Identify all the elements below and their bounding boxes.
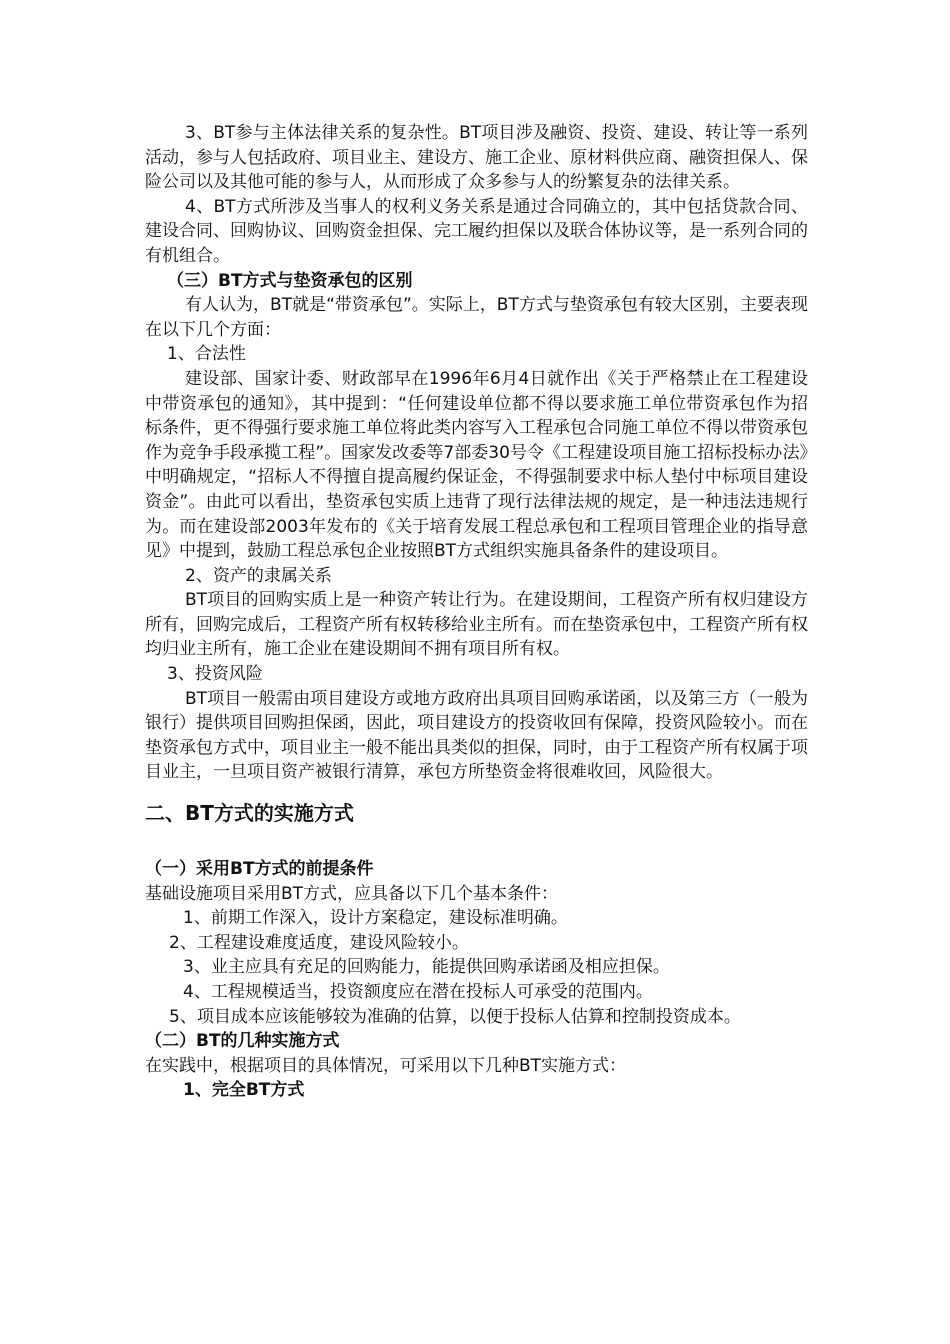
condition-item-3: 3、业主应具有充足的回购能力，能提供回购承诺函及相应担保。 (183, 957, 670, 978)
list-label-legality: 1、合法性 (167, 344, 246, 365)
paragraph-modes-intro: 在实践中，根据项目的具体情况，可采用以下几种BT实施方式： (145, 1055, 627, 1076)
mode-item-1: 1、完全BT方式 (183, 1080, 305, 1101)
paragraph-asset-ownership: BT项目的回购实质上是一种资产转让行为。在建设期间，工程资产所有权归建设方所有，回购完成后，工程资产所有权转移给业主所有。而在垫资承包中，工程资产所有权均归业主所有，施工企业在建设期间不拥有项目所有权。 (145, 590, 808, 660)
paragraph-legality: 建设部、国家计委、财政部早在1996年6月4日就作出《关于严格禁止在工程建设中带资承包的通知》，其中提到：“任何建设单位都不得以要求施工单位带资承包作为招标条件，更不得强行要求施工单位将此类内容写入工程承包合同施工单位不得以带资承包作为竞争手段承揽工程”。国家发改委等7部委30号令《工程建设项目施工招标投标办法》中明确规定，“招标人不得擅自提高履约保证金，不得强制要求中标人垫付中标项目建设资金”。由此可以看出，垫资承包实质上违背了现行法律法规的规定，是一种违法违规行为。而在建设部2003年发布的《关于培育发展工程总承包和工程项目管理企业的指导意见》中提到，鼓励工程总承包企业按照BT方式组织实施具备条件的建设项目。 (145, 368, 808, 562)
condition-item-4: 4、工程规模适当，投资额度应在潜在投标人可承受的范围内。 (183, 982, 653, 1002)
list-label-asset-ownership: 2、资产的隶属关系 (185, 565, 332, 586)
subheading-prerequisites: （一）采用BT方式的前提条件 (145, 859, 374, 880)
subheading-bt-vs-advance-funding: （三）BT方式与垫资承包的区别 (167, 270, 413, 291)
condition-item-5: 5、项目成本应该能够较为准确的估算，以便于投标人估算和控制投资成本。 (169, 1006, 741, 1027)
subheading-implementation-modes: （二）BT的几种实施方式 (145, 1031, 340, 1052)
section-heading-implementation: 二、BT方式的实施方式 (145, 801, 354, 826)
list-label-investment-risk: 3、投资风险 (167, 664, 263, 685)
paragraph-difference-intro: 有人认为，BT就是“带资承包”。实际上，BT方式与垫资承包有较大区别，主要表现在以下几个方面： (145, 295, 808, 340)
paragraph-contract-relations: 4、BT方式所涉及当事人的权利义务关系是通过合同确立的，其中包括贷款合同、建设合同、回购协议、回购资金担保、完工履约担保以及联合体协议等，是一系列合同的有机组合。 (145, 196, 808, 266)
paragraph-investment-risk: BT项目一般需由项目建设方或地方政府出具项目回购承诺函，以及第三方（一般为银行）提供项目回购担保函，因此，项目建设方的投资收回有保障，投资风险较小。而在垫资承包方式中，项目业主一般不能出具类似的担保，同时，由于工程资产所有权属于项目业主，一旦项目资产被银行清算，承包方所垫资金将很难收回，风险很大。 (145, 688, 808, 783)
condition-item-2: 2、工程建设难度适度，建设风险较小。 (169, 932, 469, 953)
document-page (145, 121, 808, 1103)
paragraph-prerequisites-intro: 基础设施项目采用BT方式，应具备以下几个基本条件： (145, 883, 559, 904)
paragraph-legal-complexity: 3、BT参与主体法律关系的复杂性。BT项目涉及融资、投资、建设、转让等一系列活动，参与人包括政府、项目业主、建设方、施工企业、原材料供应商、融资担保人、保险公司以及其他可能的参与人，从而形成了众多参与人的纷繁复杂的法律关系。 (145, 123, 808, 193)
condition-item-1: 1、前期工作深入，设计方案稳定，建设标准明确。 (183, 908, 568, 929)
